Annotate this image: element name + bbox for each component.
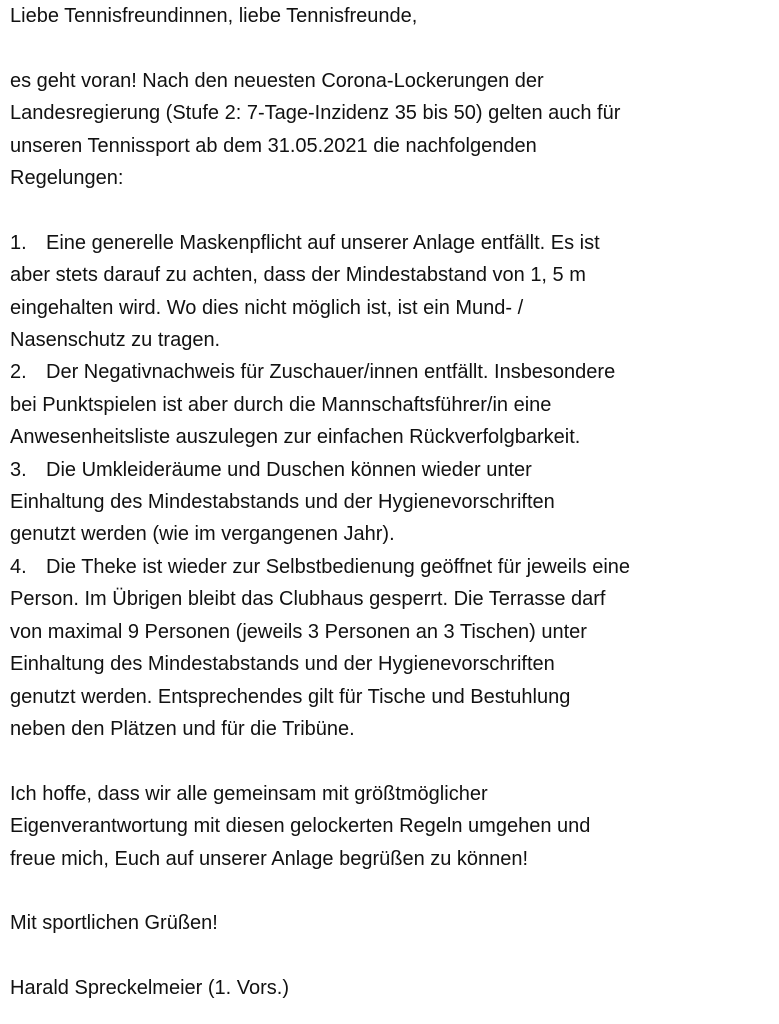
closing-line: Ich hoffe, dass wir alle gemeinsam mit größtmöglicher (10, 782, 488, 805)
blank-line (10, 875, 772, 907)
rule-number: 4. (10, 555, 27, 578)
rule-text: Eine generelle Maskenpflicht auf unserer Anlage entfällt. Es ist (46, 231, 600, 254)
closing-paragraph (10, 778, 772, 875)
rule-line (10, 227, 772, 259)
rule-line: Einhaltung des Mindestabstands und der Hygienevorschriften (10, 653, 555, 676)
rule-item (10, 551, 772, 745)
intro-line: unseren Tennissport ab dem 31.05.2021 die nachfolgenden (10, 134, 537, 157)
rule-line: genutzt werden (wie im vergangenen Jahr). (10, 523, 395, 546)
intro-line: Landesregierung (Stufe 2: 7-Tage-Inzidenz 35 bis 50) gelten auch für (10, 102, 621, 125)
closing-line: Eigenverantwortung mit diesen gelockerten Regeln umgehen und (10, 815, 591, 838)
rule-text: Die Umkleideräume und Duschen können wieder unter (46, 458, 532, 481)
rule-line: Anwesenheitsliste auszulegen zur einfachen Rückverfolgbarkeit. (10, 426, 581, 449)
rule-text: Der Negativnachweis für Zuschauer/innen entfällt. Insbesondere (46, 361, 616, 384)
rule-line: genutzt werden. Entsprechendes gilt für Tische und Bestuhlung (10, 685, 571, 708)
rule-item (10, 356, 772, 453)
rule-item (10, 227, 772, 357)
rule-line: eingehalten wird. Wo dies nicht möglich ist, ist ein Mund- / (10, 296, 524, 319)
intro-paragraph (10, 65, 772, 195)
letter-page (10, 0, 772, 1005)
signature: Harald Spreckelmeier (1. Vors.) (10, 977, 289, 1000)
rules-list (10, 227, 772, 746)
blank-line (10, 194, 772, 226)
rule-line: bei Punktspielen ist aber durch die Mannschaftsführer/in eine (10, 393, 552, 416)
intro-line: es geht voran! Nach den neuesten Corona-Lockerungen der (10, 69, 544, 92)
intro-line: Regelungen: (10, 167, 124, 190)
closing-line: freue mich, Euch auf unserer Anlage begrüßen zu können! (10, 847, 529, 870)
greeting: Mit sportlichen Grüßen! (10, 912, 218, 935)
rule-number: 3. (10, 458, 27, 481)
blank-line (10, 940, 772, 972)
rule-line: von maximal 9 Personen (jeweils 3 Personen an 3 Tischen) unter (10, 620, 587, 643)
rule-line (10, 454, 772, 486)
blank-line (10, 32, 772, 64)
blank-line (10, 745, 772, 777)
rule-text: Die Theke ist wieder zur Selbstbedienung geöffnet für jeweils eine (46, 555, 631, 578)
rule-line: Person. Im Übrigen bleibt das Clubhaus gesperrt. Die Terrasse darf (10, 588, 606, 611)
salutation: Liebe Tennisfreundinnen, liebe Tennisfreunde, (10, 5, 418, 27)
rule-item (10, 454, 772, 551)
rule-line: Nasenschutz zu tragen. (10, 329, 221, 352)
rule-line: aber stets darauf zu achten, dass der Mindestabstand von 1, 5 m (10, 264, 586, 287)
rule-number: 1. (10, 231, 27, 254)
rule-line: neben den Plätzen und für die Tribüne. (10, 717, 355, 740)
rule-line (10, 356, 772, 388)
rule-line (10, 551, 772, 583)
rule-line: Einhaltung des Mindestabstands und der Hygienevorschriften (10, 491, 555, 514)
rule-number: 2. (10, 361, 27, 384)
